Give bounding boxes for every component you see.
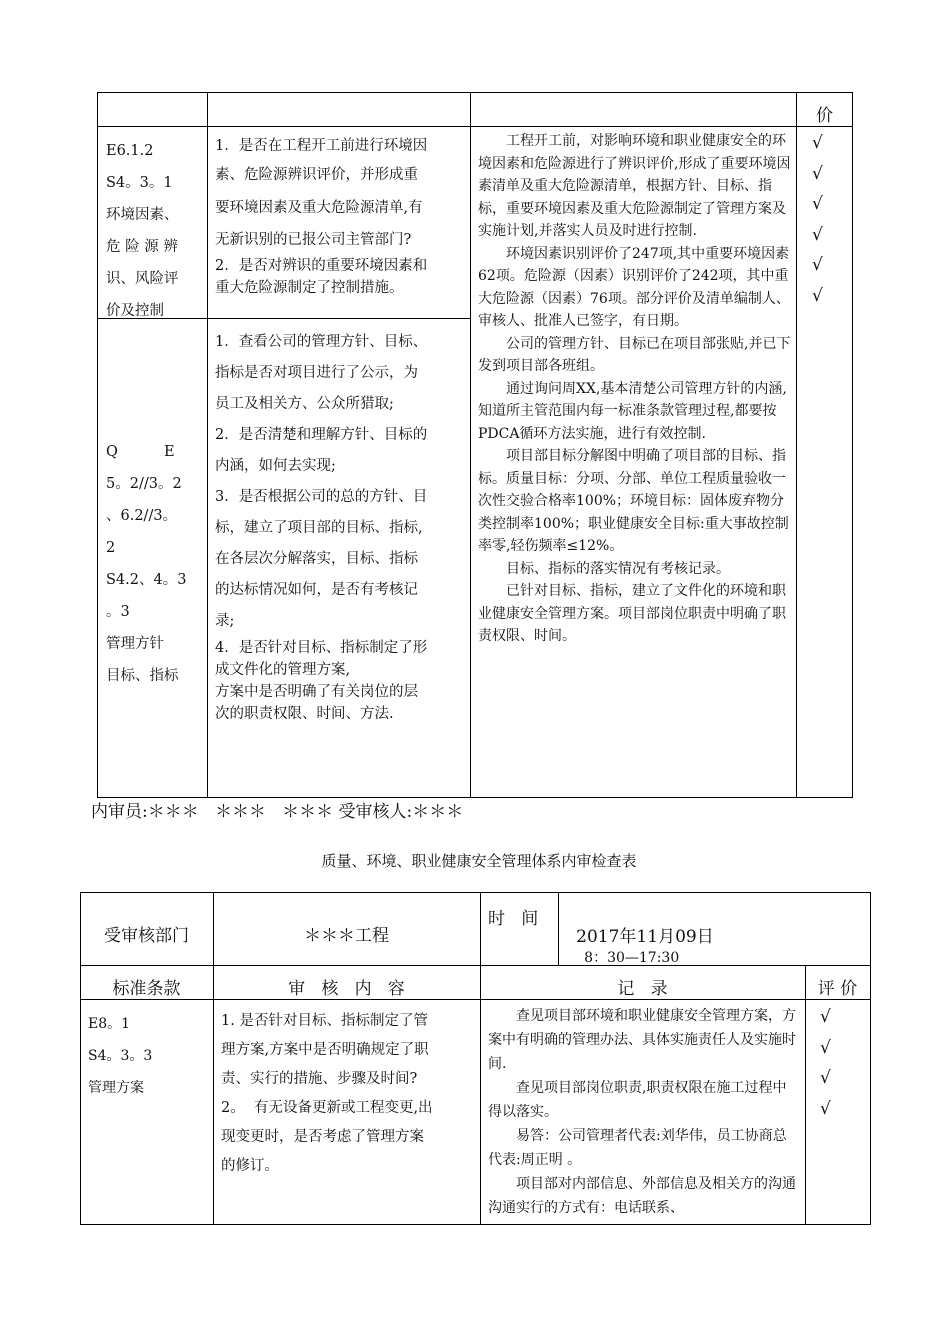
record-paragraph: 项目部目标分解图中明确了项目部的目标、指标。质量目标：分项、分部、单位工程质量验收一次性交验合格率100%；环境目标：固体废弃物分类控制率100%；职业健康安全目标:重大事故控制率零,轻伤频率≤12%。 — [478, 448, 789, 554]
header-content: 审 核 内 容 — [288, 979, 405, 999]
check-mark-icon: √ — [812, 163, 823, 184]
header-clause: 标准条款 — [112, 979, 181, 999]
signature-line: 内审员:＊＊＊ ＊＊＊ ＊＊＊ 受审核人:＊＊＊ — [91, 802, 464, 822]
check-mark-icon: √ — [812, 224, 823, 245]
check-mark-icon: √ — [820, 1098, 831, 1119]
check-mark-icon: √ — [812, 285, 823, 306]
time-label: 时 间 — [488, 909, 539, 929]
dept-value: ＊＊＊工程 — [304, 926, 389, 946]
check-mark-icon: √ — [812, 194, 823, 214]
dept-label: 受审核部门 — [104, 926, 189, 946]
table1-row1-content: 1．是否在工程开工前进行环境因 素、危险源辨识评价，并形成重 要环境因素及重大危险源清单,有 无新识别的已报公司主管部门? 2．是否对辨识的重要环境因素和 重大危险源制定了控制措施。 — [215, 138, 428, 296]
record-paragraph: 已针对目标、指标，建立了文件化的环境和职业健康安全管理方案。项目部岗位职责中明确了职责权限、时间。 — [478, 583, 786, 644]
check-mark-icon: √ — [812, 255, 823, 275]
table2-row1-clause: E8。1 S4。3。3 管理方案 — [88, 1016, 153, 1096]
table2-row1-content: 1. 是否针对目标、指标制定了管 理方案,方案中是否明确规定了职 责、实行的措施、步骤及时间? 2。 有无设备更新或工程变更,出 现变更时，是否考虑了管理方案 的修订。 — [221, 1013, 433, 1174]
date-value: 2017年11月09日 8：30—17:30 — [576, 927, 714, 966]
table2-records — [488, 1004, 800, 1222]
record-paragraph: 环境因素识别评价了247项,其中重要环境因素62项。危险源（因素）识别评价了242项，其中重大危险源（因素）76项。部分评价及清单编制人、审核人、批准人已签字，有日期。 — [478, 245, 790, 329]
check-mark-icon: √ — [812, 133, 823, 153]
table1-header-eval: 价 — [816, 106, 833, 126]
record-paragraph: 项目部对内部信息、外部信息及相关方的沟通沟通实行的方式有：电话联系、 — [488, 1176, 796, 1216]
table2-checks — [820, 1002, 831, 1124]
record-paragraph: 查见项目部环境和职业健康安全管理方案，方案中有明确的管理办法、具体实施责任人及实施时间. — [488, 1008, 796, 1072]
header-record: 记 录 — [617, 979, 668, 999]
record-paragraph: 查见项目部岗位职责,职责权限在施工过程中得以落实。 — [488, 1080, 787, 1120]
table1-checks — [812, 128, 823, 311]
table2-title: 质量、环境、职业健康安全管理体系内审检查表 — [321, 852, 637, 870]
record-paragraph: 公司的管理方针、目标已在项目部张贴,并已下发到项目部各班组。 — [478, 335, 791, 374]
check-mark-icon: √ — [820, 1007, 831, 1027]
header-eval: 评 价 — [817, 979, 858, 999]
check-mark-icon: √ — [820, 1068, 831, 1088]
table1-row2-clause: Q E 5。2//3。2 、6.2//3。 2 S4.2、4。3 。3 管理方针 目标、指标 — [106, 444, 187, 684]
record-paragraph: 通过询问周XX,基本清楚公司管理方针的内涵,知道所主管范围内每一标准条款管理过程,都要按PDCA循环方法实施，进行有效控制. — [478, 380, 787, 442]
record-paragraph: 易答：公司管理者代表:刘华伟，员工协商总代表:周正明 。 — [488, 1128, 787, 1168]
table1-row2-content: 1．查看公司的管理方针、目标、 指标是否对项目进行了公示，为 员工及相关方、公众所猎取; 2．是否清楚和理解方针、目标的 内涵，如何去实现; 3．是否根据公司的总的方针、目 标，建立了项目部的目标、指标, 在各层次分解落实，目标、指标 的达标情况如何，是否有考核记 录; 4．是否针对目标、指标制定了形 成文件化的管理方案, 方案中是否明确了有关岗位的层 次的职责权限、时间、方法. — [215, 334, 428, 722]
check-mark-icon: √ — [820, 1037, 831, 1058]
record-paragraph: 工程开工前，对影响环境和职业健康安全的环境因素和危险源进行了辨识评价,形成了重要环境因素清单及重大危险源清单，根据方针、目标、指标，重要环境因素及重大危险源制定了管理方案及实施计划,并落实人员及时进行控制. — [478, 133, 791, 239]
table1-row1-clause: E6.1.2 S4。3。1 环境因素、 危 险 源 辨 识、风险评 价及控制 — [106, 143, 179, 319]
record-paragraph: 目标、指标的落实情况有考核记录。 — [506, 560, 730, 577]
table1-records — [478, 130, 791, 648]
